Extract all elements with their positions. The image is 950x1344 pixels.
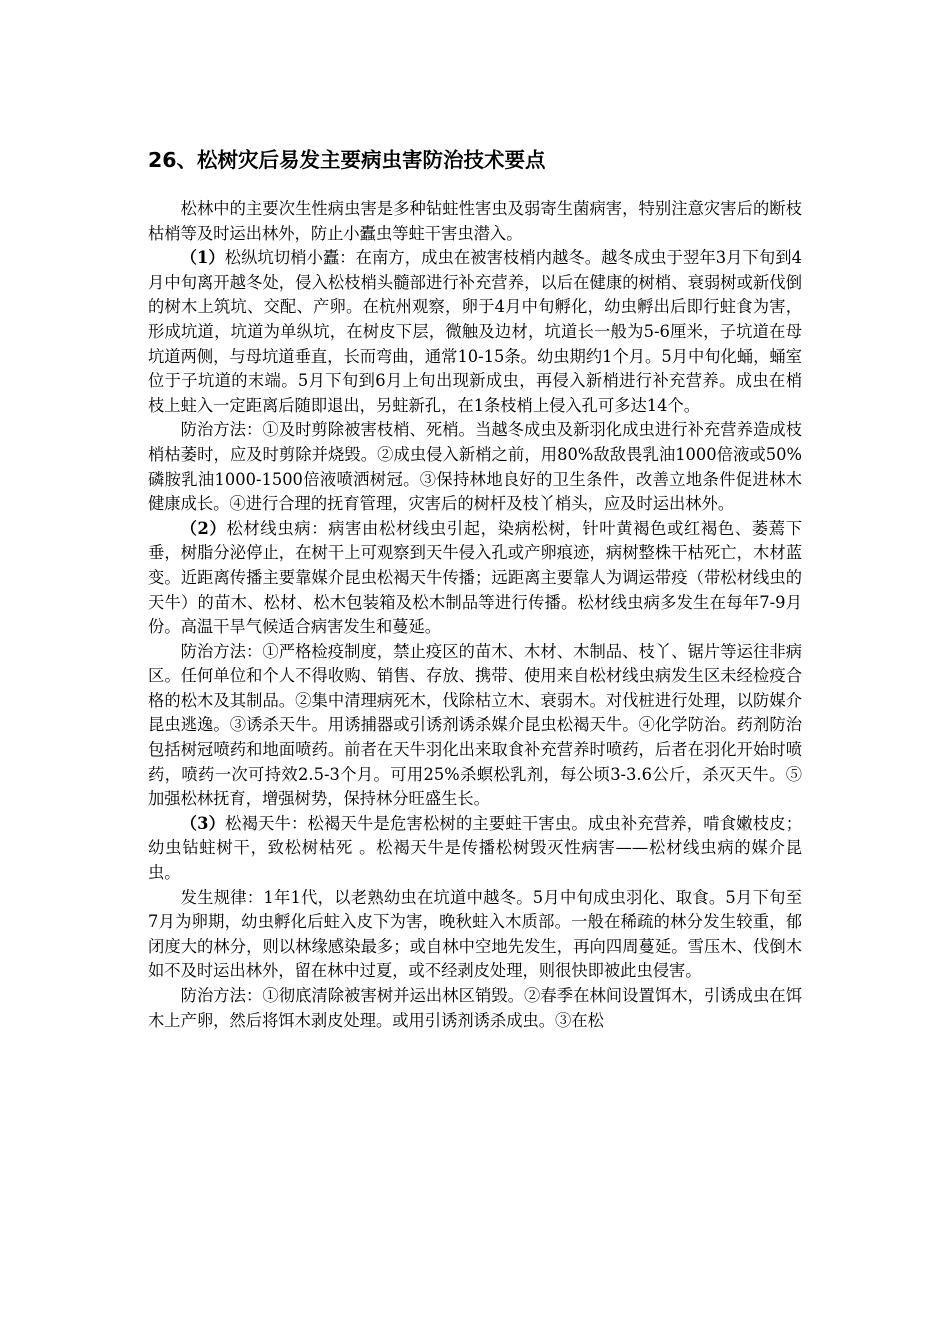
section-number: （2）	[180, 518, 227, 538]
section-2-paragraph	[148, 517, 802, 640]
section-number: （3）	[180, 813, 226, 833]
document-body	[148, 145, 802, 1033]
paragraph-text: 发生规律：1年1代，以老熟幼虫在坑道中越冬。5月中旬成虫羽化、取食。5月下旬至7月为卵期，幼虫孵化后蛀入皮下为害，晚秋蛀入木质部。一般在稀疏的林分发生较重，郁闭度大的林分，则以林缘感染最多；或自林中空地先发生，再向四周蔓延。雪压木、伐倒木如不及时运出林外，留在林中过夏，或不经剥皮处理，则很快即被此虫侵害。	[148, 887, 802, 981]
section-1-control-paragraph	[148, 418, 802, 516]
section-2-control-paragraph	[148, 640, 802, 812]
section-3-pattern-paragraph	[148, 886, 802, 984]
paragraph-text: 松林中的主要次生性病虫害是多种钻蛀性害虫及弱寄生菌病害，特别注意灾害后的断枝枯梢等及时运出林外，防止小蠹虫等蛀干害虫潜入。	[148, 199, 802, 243]
paragraph-text: 松材线虫病：病害由松材线虫引起，染病松树，针叶黄褐色或红褐色、萎蔫下垂，树脂分泌停止，在树干上可观察到天牛侵入孔或产卵痕迹，病树整株干枯死亡，木材蓝变。近距离传播主要靠媒介昆虫松褐天牛传播；远距离主要靠人为调运带疫（带松材线虫的天牛）的苗木、松材、松木包装箱及松木制品等进行传播。松材线虫病多发生在每年7-9月份。高温干旱气候适合病害发生和蔓延。	[148, 518, 802, 637]
paragraph-text: 松纵坑切梢小蠹：在南方，成虫在被害枝梢内越冬。越冬成虫于翌年3月下旬到4月中旬离开越冬处，侵入松枝梢头髓部进行补充营养，以后在健康的树梢、衰弱树或新伐倒的树木上筑坑、交配、产卵。在杭州观察，卵于4月中旬孵化，幼虫孵出后即行蛀食为害，形成坑道，坑道为单纵坑，在树皮下层，微触及边材，坑道长一般为5-6厘米，子坑道在母坑道两侧，与母坑道垂直，长而弯曲，通常10-15条。幼虫期约1个月。5月中旬化蛹，蛹室位于子坑道的末端。5月下旬到6月上旬出现新成虫，再侵入新梢进行补充营养。成虫在梢枝上蛀入一定距离后随即退出，另蛀新孔，在1条枝梢上侵入孔可多达14个。	[148, 248, 802, 415]
paragraph-text: 防治方法：①及时剪除被害枝梢、死梢。当越冬成虫及新羽化成虫进行补充营养造成枝梢枯萎时，应及时剪除并烧毁。②成虫侵入新梢之前，用80%敌敌畏乳油1000倍液或50%磷胺乳油1000-1500倍液喷洒树冠。③保持林地良好的卫生条件，改善立地条件促进林木健康成长。④进行合理的抚育管理，灾害后的树杆及枝丫梢头，应及时运出林外。	[148, 420, 802, 514]
intro-paragraph	[148, 197, 802, 246]
paragraph-text: 防治方法：①彻底清除被害树并运出林区销毁。②春季在林间设置饵木，引诱成虫在饵木上产卵，然后将饵木剥皮处理。或用引诱剂诱杀成虫。③在松	[148, 986, 802, 1030]
section-3-paragraph	[148, 812, 802, 886]
document-title: 26、松树灾后易发主要病虫害防治技术要点	[148, 148, 546, 172]
section-3-control-paragraph	[148, 984, 802, 1033]
paragraph-text: 防治方法：①严格检疫制度，禁止疫区的苗木、木材、木制品、枝丫、锯片等运往非病区。任何单位和个人不得收购、销售、存放、携带、使用来自松材线虫病发生区未经检疫合格的松木及其制品。②集中清理病死木，伐除枯立木、衰弱木。对伐桩进行处理，以防媒介昆虫逃逸。③诱杀天牛。用诱捕器或引诱剂诱杀媒介昆虫松褐天牛。④化学防治。药剂防治包括树冠喷药和地面喷药。前者在天牛羽化出来取食补充营养时喷药，后者在羽化开始时喷药，喷药一次可持效2.5-3个月。可用25%杀螟松乳剂，每公顷3-3.6公斤，杀灭天牛。⑤加强松林抚育，增强树势，保持林分旺盛生长。	[148, 641, 802, 809]
paragraph-text: 松褐天牛：松褐天牛是危害松树的主要蛀干害虫。成虫补充营养，啃食嫩枝皮；幼虫钻蛀树干，致松树枯死 。松褐天牛是传播松树毁灭性病害——松材线虫病的媒介昆虫。	[148, 813, 802, 883]
section-1-paragraph	[148, 246, 802, 418]
section-number: （1）	[180, 248, 225, 268]
